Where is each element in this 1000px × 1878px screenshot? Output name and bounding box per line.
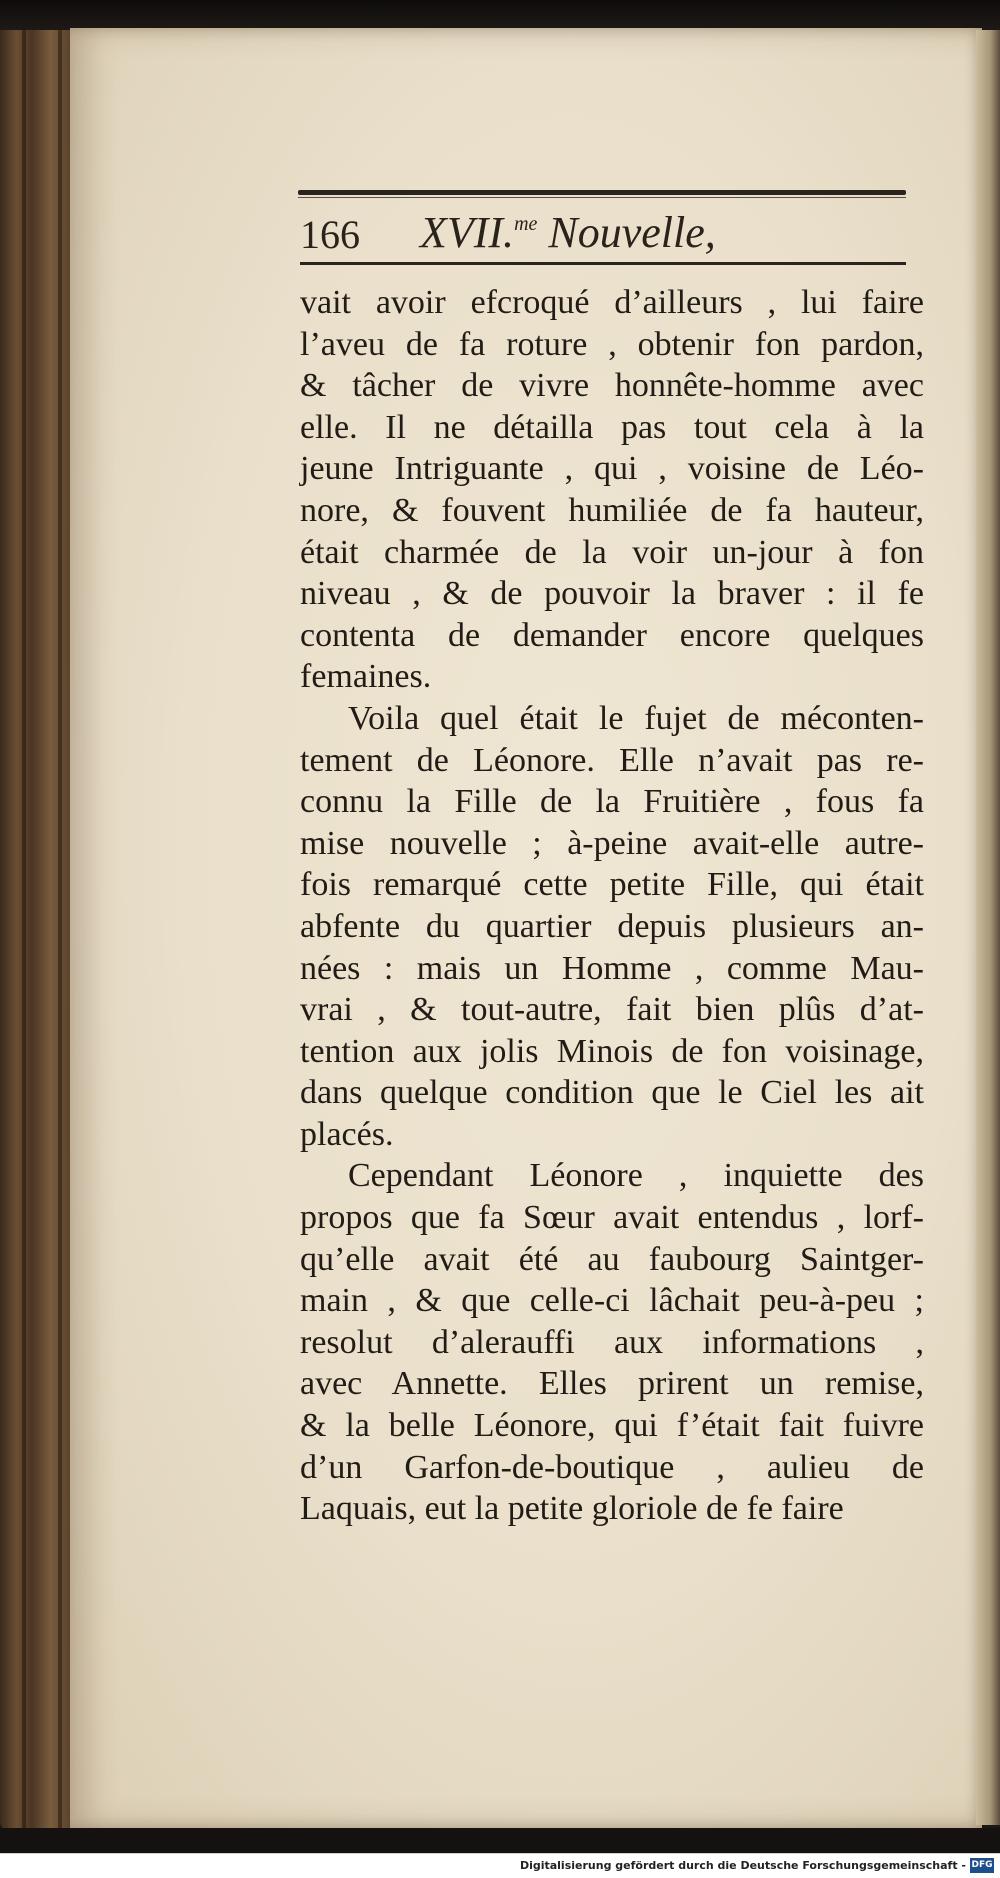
text-line: avec Annette. Elles prirent un remise, — [300, 1365, 924, 1403]
text-line: nées : mais un Homme , comme Mau- — [300, 949, 924, 987]
paragraph-first-line: Cependant Léonore , inquiette des — [348, 1157, 924, 1195]
page-edge — [976, 30, 1000, 1825]
text-line: placés. — [300, 1115, 394, 1153]
funding-credit: Digitalisierung gefördert durch die Deutsche Forschungsgemeinschaft - — [519, 1859, 966, 1872]
text-line: femaines. — [300, 658, 432, 696]
text-line: & tâcher de vivre honnête-homme avec — [300, 367, 924, 405]
running-title-word: Nouvelle, — [537, 208, 716, 257]
text-line: vrai , & tout-autre, fait bien plûs d’at- — [300, 991, 924, 1029]
text-line: tention aux jolis Minois de fon voisinage, — [300, 1032, 924, 1070]
dfg-logo: DFG — [970, 1858, 994, 1873]
text-line: mise nouvelle ; à-peine avait-elle autre- — [300, 824, 924, 862]
text-line: jeune Intriguante , qui , voisine de Léo- — [300, 450, 924, 488]
text-line: connu la Fille de la Fruitière , fous fa — [300, 783, 924, 821]
text-line: resolut d’alerauffi aux informations , — [300, 1323, 924, 1361]
running-title-numeral: XVII. — [420, 208, 515, 257]
text-line: niveau , & de pouvoir la braver : il fe — [300, 575, 924, 613]
text-line: qu’elle avait été au faubourg Saintger- — [300, 1240, 924, 1278]
running-title — [420, 207, 716, 258]
text-line: était charmée de la voir un-jour à fon — [300, 533, 924, 571]
body-text — [300, 282, 924, 1530]
text-line: elle. Il ne détailla pas tout cela à la — [300, 408, 924, 446]
bottom-edge — [0, 1828, 1000, 1853]
paragraph-first-line: Voila quel était le fujet de méconten- — [348, 699, 924, 737]
header-underline — [300, 262, 906, 265]
text-line: dans quelque condition que le Ciel les ait — [300, 1074, 924, 1112]
text-line: Laquais, eut la petite gloriole de fe faire — [300, 1490, 844, 1528]
text-line: propos que fa Sœur avait entendus , lorf- — [300, 1199, 924, 1237]
text-line: nore, & fouvent humiliée de fa hauteur, — [300, 491, 924, 529]
text-line: fois remarqué cette petite Fille, qui était — [300, 866, 924, 904]
spine-crease — [22, 30, 26, 1830]
running-title-superscript: me — [514, 213, 538, 235]
text-line: abfente du quartier depuis plusieurs an- — [300, 907, 924, 945]
text-line: tement de Léonore. Elle n’avait pas re- — [300, 741, 924, 779]
text-line: d’un Garfon-de-boutique , aulieu de — [300, 1448, 924, 1486]
text-line: main , & que celle-ci lâchait peu-à-peu ; — [300, 1282, 924, 1320]
page-number: 166 — [300, 212, 360, 257]
spine-crease — [58, 30, 62, 1830]
text-line: & la belle Léonore, qui f’était fait fuivre — [300, 1407, 924, 1445]
text-line: l’aveu de fa roture , obtenir fon pardon, — [300, 325, 924, 363]
header-rule-thin — [298, 197, 906, 198]
page-header — [300, 205, 900, 265]
paragraph-first-line: vait avoir efcroqué d’ailleurs , lui faire — [300, 284, 924, 321]
header-rule — [298, 190, 906, 195]
text-line: contenta de demander encore quelques — [300, 616, 924, 654]
digitization-footer — [0, 1853, 1000, 1878]
